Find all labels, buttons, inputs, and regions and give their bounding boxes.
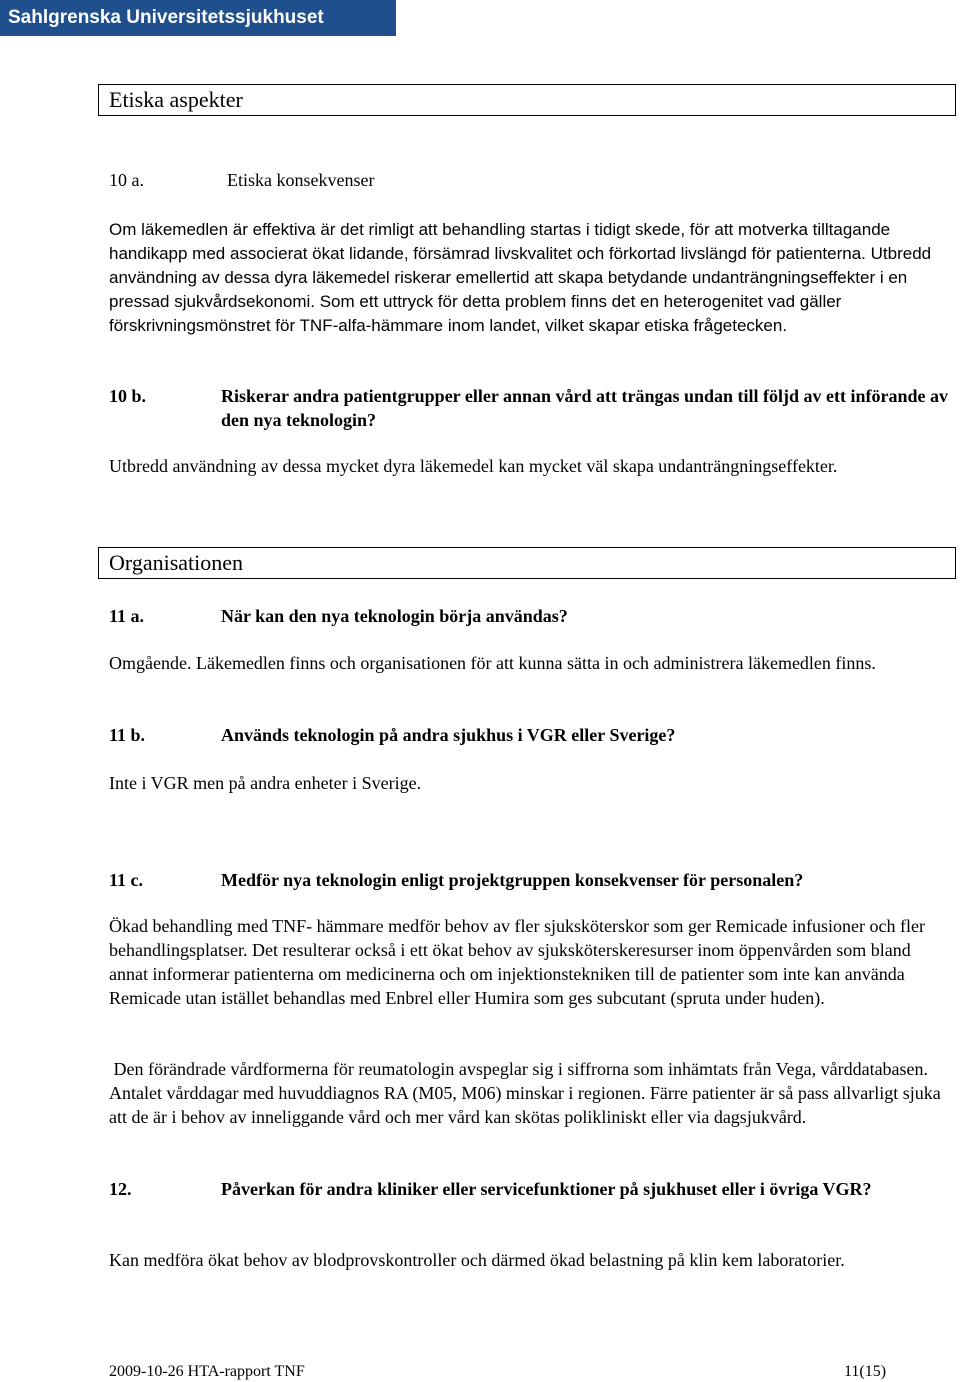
paragraph-10a-part3: Som ett uttryck för detta problem finns det en heterogenitet vad gäller förskrivningsmönstret för TNF-alfa-hämmare inom landet, vilket skapar etiska frågetecken.	[109, 292, 842, 335]
paragraph-10a-part1: Om läkemedlen är effektiva är det rimligt att behandling startas i tidigt skede, för att motverka tilltagande handikapp med associerat ökat lidande, försämrad livskvalitet och förkortad livslängd för patienterna.	[109, 220, 891, 263]
paragraph-10a-part2: Utbredd användning av dessa dyra läkemedel riskerar emellertid att skapa betydande undanträngningseffekter i en pressad sjukvårdsekonomi.	[109, 244, 932, 311]
question-number-11a: 11 a.	[109, 606, 145, 626]
question-title-10b: Riskerar andra patientgrupper eller annan vård att trängas undan till följd av ett införande av den nya teknologin?	[221, 386, 949, 430]
question-number-10b: 10 b.	[109, 386, 147, 406]
question-number-11b: 11 b.	[109, 725, 146, 745]
section-heading-etiska	[98, 84, 956, 116]
question-title-11c: Medför nya teknologin enligt projektgruppen konsekvenser för personalen?	[221, 870, 804, 890]
question-number-11c: 11 c.	[109, 870, 143, 890]
hospital-logo-banner	[0, 0, 396, 36]
question-title-11a: När kan den nya teknologin börja användas?	[221, 606, 568, 626]
section-title: Organisationen	[109, 550, 244, 575]
question-number-12: 12.	[109, 1179, 132, 1199]
paragraph-10a	[109, 218, 949, 338]
answer-11c-paragraph-1: Ökad behandling med TNF- hämmare medför behov av fler sjuksköterskor som ger Remicade infusioner och fler behandlingsplatser. Det resulterar också i ett ökat behov av sjuksköterskeresurser inom öppenvården som bland annat informerar patienterna om medicinerna och om injektionstekniken till de patienter som inte kan använda Remicade utan istället behandlas med Enbrel eller Humira som ges subcutant (spruta under huden).	[109, 916, 925, 1008]
answer-11a: Omgående. Läkemedlen finns och organisationen för att kunna sätta in och administrera läkemedlen finns.	[109, 653, 876, 673]
answer-11b: Inte i VGR men på andra enheter i Sverige.	[109, 773, 422, 793]
answer-10b: Utbredd användning av dessa mycket dyra läkemedel kan mycket väl skapa undanträngningseffekter.	[109, 456, 838, 476]
footer-report-info: 2009-10-26 HTA-rapport TNF	[109, 1363, 305, 1380]
logo-text: Sahlgrenska Universitetssjukhuset	[8, 7, 324, 28]
section-heading-organisation	[98, 547, 956, 579]
answer-11c-paragraph-2: Den förändrade vårdformerna för reumatologin avspeglar sig i siffrorna som inhämtats från Vega, vårddatabasen. Antalet vårddagar med huvuddiagnos RA (M05, M06) minskar i regionen. Färre patienter är så pass allvarligt sjuka att de är i behov av inneliggande vård och mer vård kan skötas polikliniskt eller via dagsjukvård.	[109, 1059, 946, 1127]
section-title: Etiska aspekter	[109, 87, 243, 112]
footer-page-number: 11(15)	[844, 1363, 887, 1380]
question-number-10a: 10 a.	[109, 170, 144, 190]
question-title-11b: Används teknologin på andra sjukhus i VGR eller Sverige?	[221, 725, 676, 745]
question-title-10a: Etiska konsekvenser	[227, 170, 375, 190]
answer-12: Kan medföra ökat behov av blodprovskontroller och därmed ökad belastning på klin kem laboratorier.	[109, 1250, 845, 1270]
question-title-12: Påverkan för andra kliniker eller servicefunktioner på sjukhuset eller i övriga VGR?	[221, 1179, 872, 1199]
